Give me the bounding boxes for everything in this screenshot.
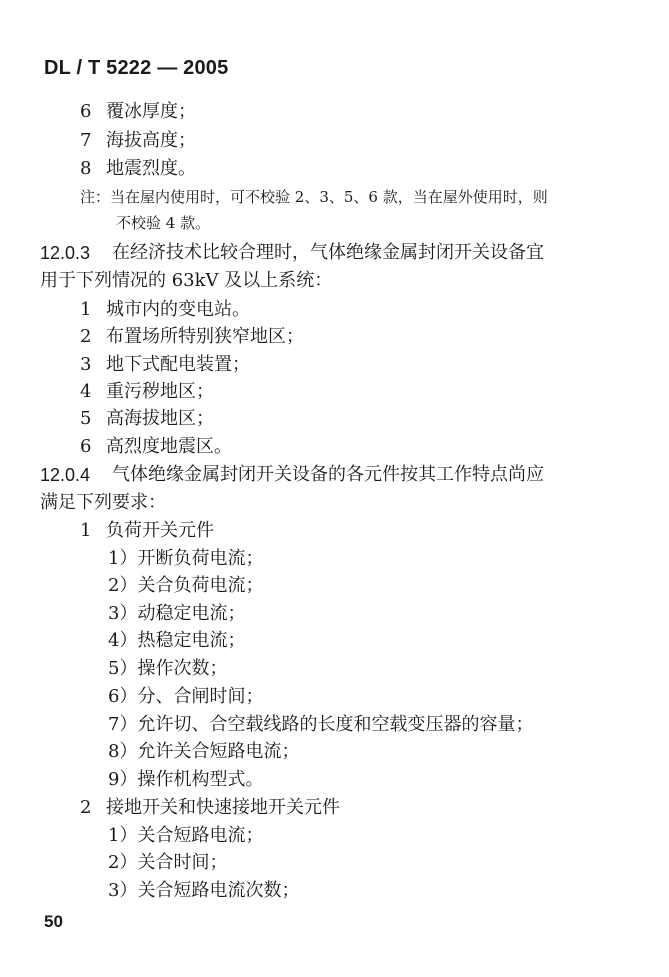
group-1-item-4: 4）热稳定电流； xyxy=(108,630,246,651)
item-8-text: 地震烈度。 xyxy=(106,158,196,179)
clause-12-0-3-item-2-text: 布置场所特别狭窄地区； xyxy=(106,326,304,347)
item-6-number: 6 xyxy=(80,101,92,122)
group-1-item-2: 2）关合负荷电流； xyxy=(108,575,264,596)
group-1-number: 1 xyxy=(80,520,92,541)
group-2-item-3: 3）关合短路电流次数； xyxy=(108,880,300,901)
clause-12-0-3-item-3-text: 地下式配电装置； xyxy=(106,354,250,375)
group-1-item-6: 6）分、合闸时间； xyxy=(108,686,264,707)
group-1-item-8: 8）允许关合短路电流； xyxy=(108,741,300,762)
group-2-number: 2 xyxy=(80,797,92,818)
group-2-item-1: 1）关合短路电流； xyxy=(108,825,264,846)
clause-12-0-3-item-6-number: 6 xyxy=(80,436,92,457)
page-number: 50 xyxy=(44,912,63,931)
clause-12-0-4-line-1: 气体绝缘金属封闭开关设备的各元件按其工作特点尚应 xyxy=(112,464,544,485)
group-1-item-9: 9）操作机构型式。 xyxy=(108,769,264,790)
clause-12-0-3-item-5-number: 5 xyxy=(80,408,92,429)
item-7-text: 海拔高度； xyxy=(106,130,196,151)
clause-12-0-3-item-6-text: 高烈度地震区。 xyxy=(106,436,232,457)
item-8-number: 8 xyxy=(80,158,92,179)
group-1-item-3: 3）动稳定电流； xyxy=(108,603,246,624)
clause-12-0-3-line-2: 用于下列情况的 63kV 及以上系统： xyxy=(40,270,333,291)
group-2-title: 接地开关和快速接地开关元件 xyxy=(106,797,340,818)
clause-12-0-3-item-4-text: 重污秽地区； xyxy=(106,381,214,402)
group-1-item-5: 5）操作次数； xyxy=(108,658,228,679)
clause-12-0-4-line-2: 满足下列要求： xyxy=(40,492,166,513)
clause-12-0-3-item-2-number: 2 xyxy=(80,326,92,347)
standard-code-header: DL / T 5222 — 2005 xyxy=(44,57,229,79)
clause-12-0-3-item-4-number: 4 xyxy=(80,381,92,402)
clause-12-0-3-number: 12.0.3 xyxy=(40,243,91,263)
clause-12-0-3-item-1-number: 1 xyxy=(80,299,92,320)
item-6-text: 覆冰厚度； xyxy=(106,101,196,122)
group-1-title: 负荷开关元件 xyxy=(106,520,214,541)
clause-12-0-3-item-3-number: 3 xyxy=(80,354,92,375)
clause-12-0-3-item-1-text: 城市内的变电站。 xyxy=(106,299,250,320)
group-1-item-1: 1）开断负荷电流； xyxy=(108,548,264,569)
clause-12-0-3-item-5-text: 高海拔地区； xyxy=(106,408,214,429)
clause-12-0-3-line-1: 在经济技术比较合理时，气体绝缘金属封闭开关设备宜 xyxy=(112,242,544,263)
group-2-item-2: 2）关合时间； xyxy=(108,852,228,873)
note-line-2: 不校验 4 款。 xyxy=(116,214,211,232)
item-7-number: 7 xyxy=(80,130,92,151)
clause-12-0-4-number: 12.0.4 xyxy=(40,465,91,485)
group-1-item-7: 7）允许切、合空载线路的长度和空载变压器的容量； xyxy=(108,714,534,735)
note-line-1: 注：当在屋内使用时，可不校验 2、3、5、6 款，当在屋外使用时，则 xyxy=(80,188,548,206)
